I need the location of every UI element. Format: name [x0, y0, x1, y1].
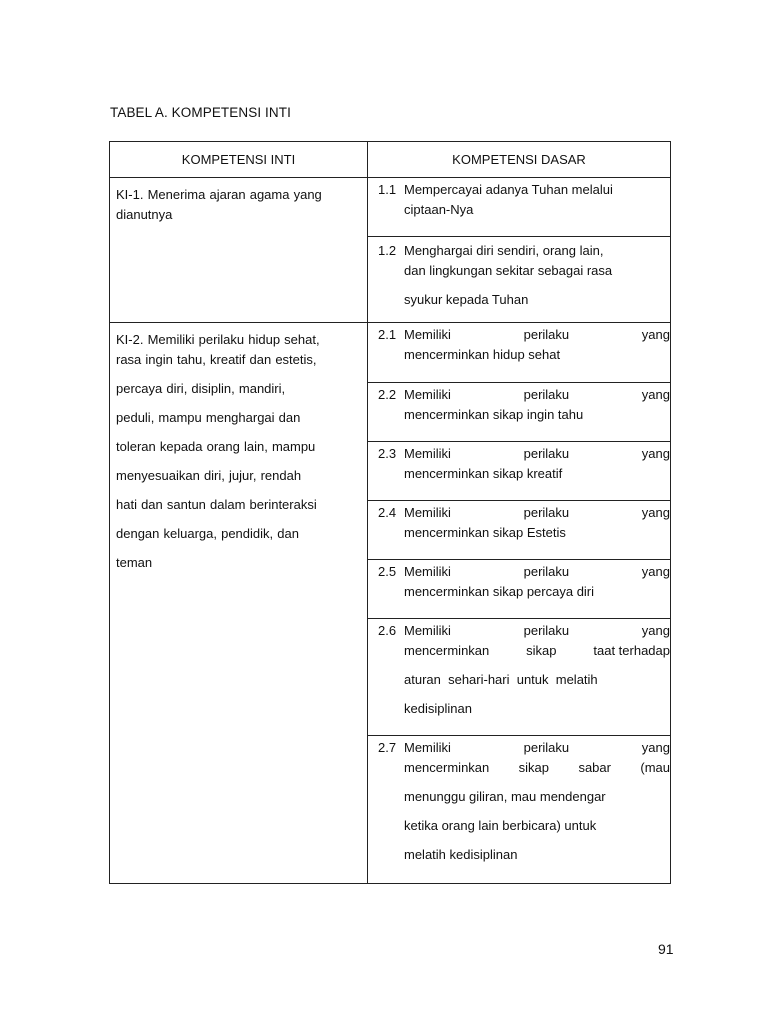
kd-item-2-7: [368, 735, 670, 881]
kd-number: 1.1: [378, 182, 397, 197]
kd-word: yang: [641, 740, 670, 755]
kd-line: ciptaan-Nya: [404, 202, 474, 217]
header-kompetensi-dasar: KOMPETENSI DASAR: [368, 142, 671, 178]
kd-word: (mau: [640, 760, 670, 775]
kd-word: Memiliki: [404, 564, 451, 579]
kd-number: 2.6: [378, 623, 397, 638]
kd-item-2-4: [368, 500, 670, 559]
ki-1-line: dianutnya: [116, 207, 173, 222]
kd-word: perilaku: [523, 327, 570, 342]
kd-line: mencerminkan sikap percaya diri: [404, 584, 595, 599]
kd-word: Memiliki: [404, 387, 451, 402]
kd-item-2-3: [368, 441, 670, 500]
ki-2-line: rasa ingin tahu, kreatif dan estetis,: [116, 352, 317, 367]
kd-item-2-6: [368, 618, 670, 735]
kd-word: sikap: [526, 643, 557, 658]
kd-line: mencerminkan sikap Estetis: [404, 525, 566, 540]
ki-2-line: dengan keluarga, pendidik, dan: [116, 526, 299, 541]
kd-text: [404, 385, 670, 441]
kd-word: taat terhadap: [593, 643, 670, 658]
kd-text: [404, 621, 670, 735]
kd-word: mencerminkan: [404, 643, 490, 658]
kd-word: perilaku: [523, 564, 570, 579]
ki-2-line: menyesuaikan diri, jujur, rendah: [116, 468, 302, 483]
kd-word: perilaku: [523, 740, 570, 755]
header-kompetensi-inti: KOMPETENSI INTI: [110, 142, 368, 178]
ki-1-cell: [110, 178, 368, 323]
kd-number: 2.1: [378, 327, 397, 342]
kd-line: Mempercayai adanya Tuhan melalui: [404, 182, 613, 197]
kd-number: 2.4: [378, 505, 397, 520]
kd-word: Memiliki: [404, 505, 451, 520]
kd-line: aturan sehari-hari untuk melatih: [404, 672, 598, 687]
kd-word: yang: [641, 564, 670, 579]
ki-2-line: hati dan santun dalam berinteraksi: [116, 497, 317, 512]
page-number: 91: [658, 941, 674, 957]
kd-text: [404, 444, 670, 500]
kd-line: dan lingkungan sekitar sebagai rasa: [404, 263, 613, 278]
kd-word: Memiliki: [404, 327, 451, 342]
kd-line: kedisiplinan: [404, 701, 472, 716]
kd-group-2: [368, 323, 671, 884]
kd-number: 2.5: [378, 564, 397, 579]
kd-word: yang: [641, 623, 670, 638]
kd-item-2-1: [368, 323, 670, 382]
competency-table: [109, 141, 671, 884]
kd-text: [404, 562, 670, 618]
kd-word: yang: [641, 387, 670, 402]
kd-line: melatih kedisiplinan: [404, 847, 518, 862]
kd-line: syukur kepada Tuhan: [404, 292, 529, 307]
kd-group-1: [368, 178, 671, 323]
kd-item-2-5: [368, 559, 670, 618]
kd-line: mencerminkan sikap kreatif: [404, 466, 563, 481]
kd-word: yang: [641, 446, 670, 461]
kd-number: 2.7: [378, 740, 397, 755]
kd-word: perilaku: [523, 505, 570, 520]
kd-word: perilaku: [523, 623, 570, 638]
kd-word: sikap: [518, 760, 550, 775]
ki-2-line: KI-2. Memiliki perilaku hidup sehat,: [116, 332, 320, 347]
ki-2-line: percaya diri, disiplin, mandiri,: [116, 381, 286, 396]
kd-line: mencerminkan hidup sehat: [404, 347, 561, 362]
kd-item-1-2: [368, 236, 670, 322]
kd-text: [404, 180, 670, 236]
kd-text: [404, 325, 670, 382]
kd-line: menunggu giliran, mau mendengar: [404, 789, 606, 804]
kd-number: 2.2: [378, 387, 397, 402]
kd-number: 2.3: [378, 446, 397, 461]
table-title: TABEL A. KOMPETENSI INTI: [110, 105, 291, 120]
kd-line: ketika orang lain berbicara) untuk: [404, 818, 597, 833]
kd-word: perilaku: [523, 387, 570, 402]
ki-1-line: KI-1. Menerima ajaran agama yang: [116, 187, 322, 202]
kd-word: perilaku: [523, 446, 570, 461]
kd-text: [404, 738, 670, 881]
kd-text: [404, 503, 670, 559]
ki-2-line: peduli, mampu menghargai dan: [116, 410, 301, 425]
kd-line: mencerminkan sikap ingin tahu: [404, 407, 584, 422]
kd-word: yang: [641, 327, 670, 342]
kd-word: sabar: [578, 760, 611, 775]
kd-number: 1.2: [378, 243, 397, 258]
kd-word: Memiliki: [404, 446, 451, 461]
kd-item-1-1: [368, 178, 670, 236]
kd-word: mencerminkan: [404, 760, 490, 775]
kd-word: Memiliki: [404, 740, 451, 755]
ki-2-line: toleran kepada orang lain, mampu: [116, 439, 316, 454]
kd-word: yang: [641, 505, 670, 520]
kd-item-2-2: [368, 382, 670, 441]
kd-text: [404, 241, 670, 322]
kd-line: Menghargai diri sendiri, orang lain,: [404, 243, 604, 258]
ki-2-line: teman: [116, 555, 153, 570]
kd-word: Memiliki: [404, 623, 451, 638]
ki-2-cell: [110, 323, 368, 884]
